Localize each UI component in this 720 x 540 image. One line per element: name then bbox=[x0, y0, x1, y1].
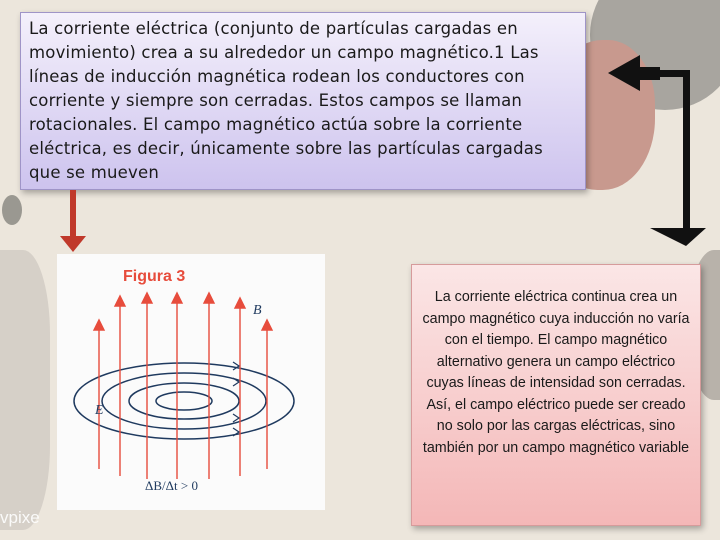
figure-drawing bbox=[57, 254, 325, 510]
formula: ΔB/Δt > 0 bbox=[145, 478, 198, 493]
vertical-field-arrows bbox=[94, 293, 272, 479]
top-text: La corriente eléctrica (conjunto de partículas cargadas en movimiento) crea a su alrededor un campo magnético.1 Las líneas de inducción magnética rodean los conductores con corriente y siempre son cerradas. Estos campos se llaman rotacionales. El campo magnético actúa sobre la corriente eléctrica, es decir, únicamente sobre las partículas cargadas que se mueven bbox=[29, 19, 543, 182]
red-down-arrow bbox=[60, 190, 86, 252]
figure-image bbox=[57, 254, 325, 510]
right-text: La corriente eléctrica continua crea un campo magnético cuya inducción no varía con el tiempo. El campo magnético alternativo genera un campo eléctrico cuyas líneas de intensidad son cerradas. Así, el campo eléctrico puede ser creado no solo por las cargas eléctricas, sino también por un campo magnético variable bbox=[422, 289, 690, 456]
black-double-arrow bbox=[608, 55, 706, 246]
figure-title: Figura 3 bbox=[123, 268, 186, 285]
field-ellipses bbox=[74, 363, 294, 439]
right-text-box bbox=[411, 264, 701, 526]
label-b: B bbox=[253, 303, 262, 318]
watermark: vpixe bbox=[0, 508, 40, 527]
label-e: E bbox=[95, 403, 104, 418]
